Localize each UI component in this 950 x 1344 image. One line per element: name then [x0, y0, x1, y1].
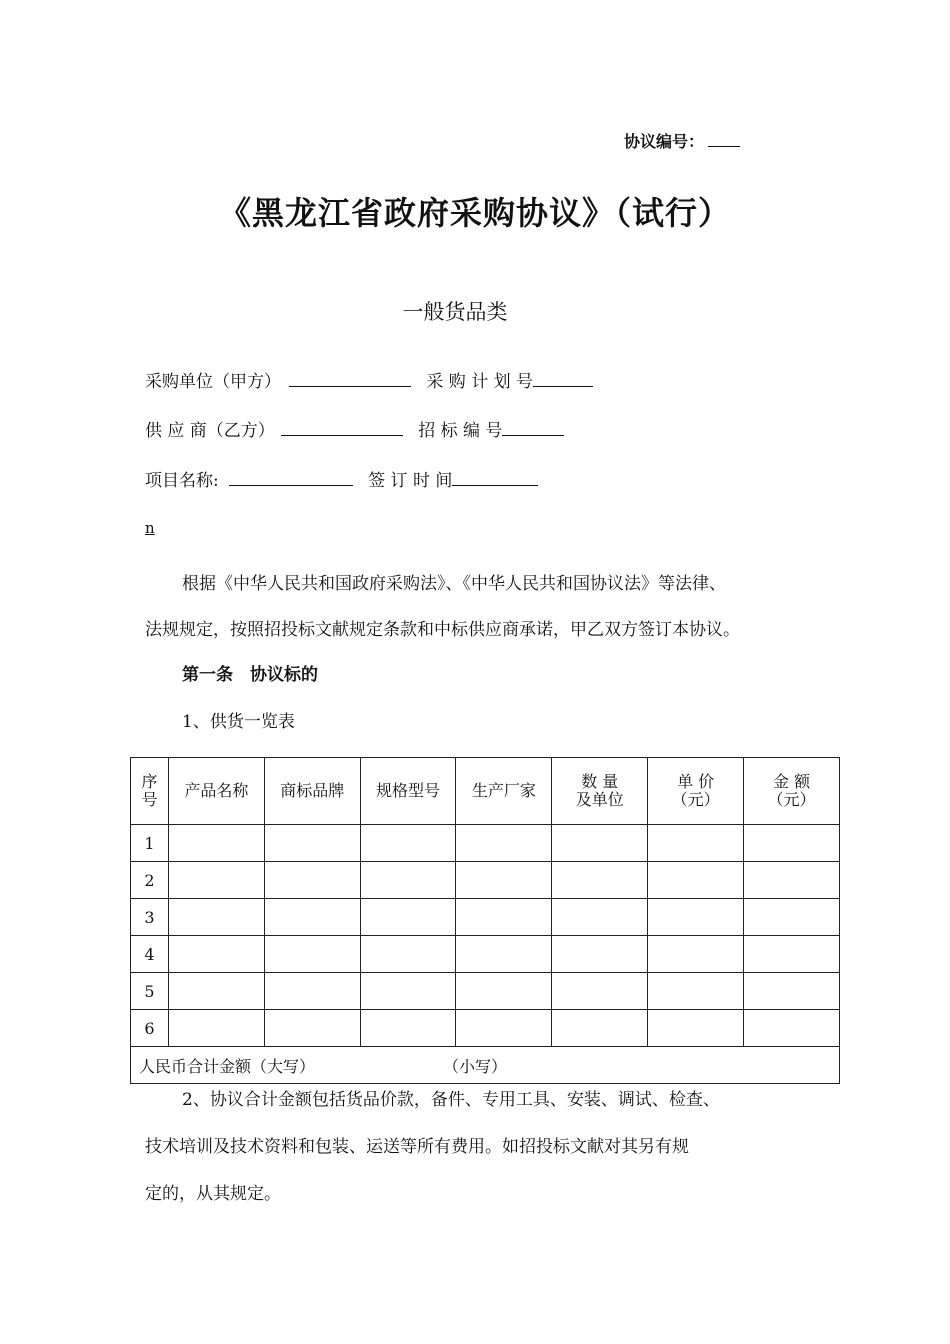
total-row — [131, 1047, 840, 1084]
row-qty-cell[interactable] — [552, 899, 648, 936]
row-spec-cell[interactable] — [360, 862, 456, 899]
header-qty-b: 及单位 — [575, 790, 624, 809]
header-price-b: （元） — [671, 790, 720, 809]
row-maker-cell[interactable] — [456, 862, 552, 899]
row-maker-cell[interactable] — [456, 936, 552, 973]
item1-label: 1、供货一览表 — [182, 712, 295, 732]
table-row — [131, 862, 840, 899]
row-spec-cell[interactable] — [360, 973, 456, 1010]
document-subtitle: 一般货品类 — [402, 300, 508, 324]
row-price-cell[interactable] — [648, 973, 744, 1010]
supplier-blank[interactable] — [281, 419, 403, 436]
supplier-label: 供 应 商（乙方） — [145, 421, 275, 441]
agreement-number-blank[interactable] — [708, 132, 740, 147]
table-header-row — [131, 758, 840, 825]
row-seq-cell: 6 — [131, 1010, 169, 1047]
row-qty-cell[interactable] — [552, 825, 648, 862]
plan-no-label: 采 购 计 划 号 — [426, 372, 534, 392]
row-brand-cell[interactable] — [264, 862, 360, 899]
document-title: 《黑龙江省政府采购协议》（试行） — [218, 194, 731, 232]
row-maker-cell[interactable] — [456, 973, 552, 1010]
row-price-cell[interactable] — [648, 825, 744, 862]
project-name-blank[interactable] — [229, 469, 353, 486]
row-seq-cell: 5 — [131, 973, 169, 1010]
row-amount-cell[interactable] — [744, 973, 840, 1010]
supply-table — [130, 757, 840, 1084]
purchaser-blank[interactable] — [289, 370, 411, 387]
row-spec-cell[interactable] — [360, 936, 456, 973]
row-spec-cell[interactable] — [360, 1010, 456, 1047]
field-row-project — [145, 466, 538, 491]
row-brand-cell[interactable] — [264, 825, 360, 862]
item2-line-3: 定的，从其规定。 — [145, 1184, 281, 1204]
header-seq-a: 序 — [141, 772, 158, 791]
row-product-cell[interactable] — [168, 862, 264, 899]
header-amount — [744, 758, 840, 825]
row-maker-cell[interactable] — [456, 825, 552, 862]
row-price-cell[interactable] — [648, 936, 744, 973]
field-row-purchaser — [145, 367, 593, 392]
article1-heading: 第一条 协议标的 — [182, 665, 318, 685]
total-upper-label: 人民币合计金额（大写） — [139, 1056, 316, 1076]
row-product-cell[interactable] — [168, 825, 264, 862]
row-qty-cell[interactable] — [552, 973, 648, 1010]
stray-mark: n — [145, 519, 155, 537]
header-maker: 生产厂家 — [456, 758, 552, 825]
plan-no-blank[interactable] — [533, 370, 593, 387]
row-amount-cell[interactable] — [744, 862, 840, 899]
tender-no-blank[interactable] — [502, 419, 564, 436]
header-product: 产品名称 — [168, 758, 264, 825]
row-product-cell[interactable] — [168, 936, 264, 973]
item2-line-2: 技术培训及技术资料和包装、运送等所有费用。如招投标文献对其另有规 — [145, 1137, 689, 1157]
header-price-a: 单 价 — [677, 772, 715, 791]
row-spec-cell[interactable] — [360, 825, 456, 862]
header-brand: 商标品牌 — [264, 758, 360, 825]
row-product-cell[interactable] — [168, 899, 264, 936]
intro-line-1: 根据《中华人民共和国政府采购法》、《中华人民共和国协议法》等法律、 — [182, 574, 726, 594]
header-seq-b: 号 — [141, 790, 158, 809]
item2-line-1: 2、协议合计金额包括货品价款，备件、专用工具、安装、调试、检查、 — [182, 1090, 720, 1110]
row-qty-cell[interactable] — [552, 1010, 648, 1047]
agreement-number-label: 协议编号： — [624, 132, 705, 151]
header-seq — [131, 758, 169, 825]
row-maker-cell[interactable] — [456, 899, 552, 936]
table-row — [131, 899, 840, 936]
row-price-cell[interactable] — [648, 899, 744, 936]
total-lower-label: （小写） — [443, 1056, 508, 1076]
row-amount-cell[interactable] — [744, 899, 840, 936]
row-brand-cell[interactable] — [264, 1010, 360, 1047]
header-amount-a: 金 额 — [772, 772, 811, 791]
table-row — [131, 1010, 840, 1047]
row-product-cell[interactable] — [168, 973, 264, 1010]
header-price — [648, 758, 744, 825]
header-amount-b: （元） — [767, 790, 816, 809]
sign-time-label: 签 订 时 间 — [368, 471, 453, 491]
row-amount-cell[interactable] — [744, 936, 840, 973]
row-seq-cell: 1 — [131, 825, 169, 862]
row-qty-cell[interactable] — [552, 936, 648, 973]
row-qty-cell[interactable] — [552, 862, 648, 899]
purchaser-label: 采购单位（甲方） — [145, 372, 281, 392]
table-row — [131, 973, 840, 1010]
row-brand-cell[interactable] — [264, 973, 360, 1010]
agreement-number — [624, 129, 740, 152]
row-brand-cell[interactable] — [264, 936, 360, 973]
row-amount-cell[interactable] — [744, 825, 840, 862]
row-price-cell[interactable] — [648, 1010, 744, 1047]
row-brand-cell[interactable] — [264, 899, 360, 936]
header-spec: 规格型号 — [360, 758, 456, 825]
row-seq-cell: 2 — [131, 862, 169, 899]
table-row — [131, 936, 840, 973]
project-name-label: 项目名称: — [145, 471, 219, 491]
table-row — [131, 825, 840, 862]
header-qty-a: 数 量 — [581, 772, 619, 791]
row-product-cell[interactable] — [168, 1010, 264, 1047]
total-cell[interactable] — [131, 1047, 840, 1084]
row-spec-cell[interactable] — [360, 899, 456, 936]
tender-no-label: 招 标 编 号 — [418, 421, 503, 441]
field-row-supplier — [145, 416, 564, 441]
sign-time-blank[interactable] — [452, 469, 538, 486]
row-amount-cell[interactable] — [744, 1010, 840, 1047]
row-seq-cell: 3 — [131, 899, 169, 936]
intro-line-2: 法规规定，按照招投标文献规定条款和中标供应商承诺，甲乙双方签订本协议。 — [145, 620, 740, 640]
row-price-cell[interactable] — [648, 862, 744, 899]
row-seq-cell: 4 — [131, 936, 169, 973]
row-maker-cell[interactable] — [456, 1010, 552, 1047]
header-qty — [552, 758, 648, 825]
